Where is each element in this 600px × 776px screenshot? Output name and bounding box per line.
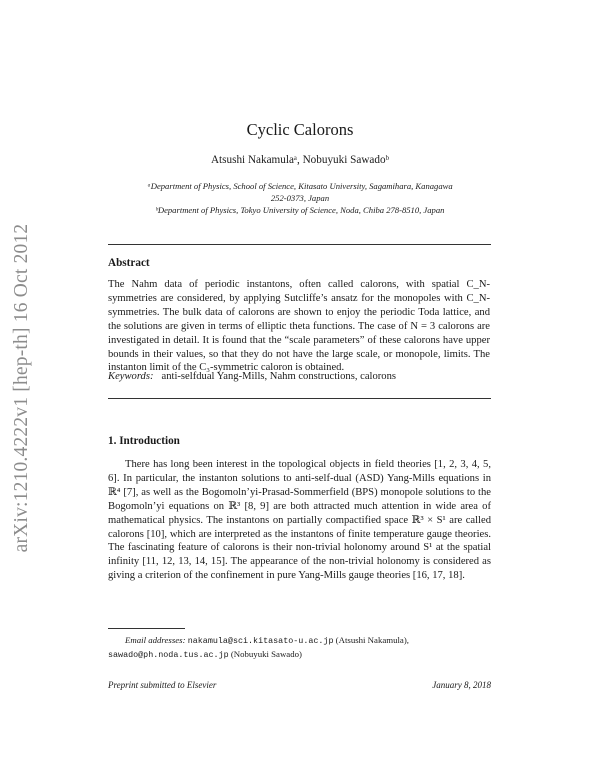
footer-preprint: Preprint submitted to Elsevier bbox=[108, 680, 217, 690]
section-heading: 1. Introduction bbox=[108, 435, 180, 447]
footer-date: January 8, 2018 bbox=[432, 680, 491, 690]
footnote-label: Email addresses: bbox=[125, 635, 186, 645]
keywords-text: anti-selfdual Yang-Mills, Nahm constructions, calorons bbox=[161, 371, 397, 382]
email-link-1[interactable]: nakamula@sci.kitasato-u.ac.jp bbox=[187, 636, 334, 646]
keywords-label: Keywords: bbox=[108, 371, 154, 382]
affiliations bbox=[110, 180, 490, 216]
email-name-1: (Atsushi Nakamula), bbox=[335, 635, 409, 645]
abstract-top-rule bbox=[108, 244, 491, 245]
paper-title: Cyclic Calorons bbox=[246, 120, 354, 139]
abstract-heading: Abstract bbox=[108, 257, 150, 269]
keywords bbox=[108, 371, 490, 382]
arxiv-stamp-text: arXiv:1210.4222v1 [hep-th] 16 Oct 2012 bbox=[11, 223, 32, 553]
author-list: Atsushi Nakamulaᵃ, Nobuyuki Sawadoᵇ bbox=[210, 154, 390, 166]
affiliation-a: ᵃDepartment of Physics, School of Science, Kitasato University, Sagamihara, Kanagawa bbox=[147, 181, 453, 191]
section-text: There has long been interest in the topological objects in field theories [1, 2, 3, 4, 5, 6]. In particular, the instanton solutions to anti-self-dual (ASD) Yang-Mills equations in ℝ⁴ [7], as well as the Bogomoln’yi-Prasad-Sommerfield (BPS) monopole solutions to the Bogomoln’yi equations on ℝ³ [8, 9] are both attracted much attention in wide area of mathematical physics. The instantons on partially compactified space ℝ³ × S¹ are called calorons [10], which are interpreted as the instantons of finite temperature gauge theories. The fascinating feature of calorons is their non-trivial holonomy around S¹ at the spatial infinity [11, 12, 13, 14, 15]. The appearance of the non-trivial holonomy is considered as giving a criterion of the confinement in pure Yang-Mills gauge theories [16, 17, 18]. bbox=[108, 459, 491, 582]
email-link-2[interactable]: sawado@ph.noda.tus.ac.jp bbox=[108, 649, 229, 660]
email-name-2: (Nobuyuki Sawado) bbox=[230, 648, 302, 659]
abstract-text: The Nahm data of periodic instantons, often called calorons, with spatial C_N-symmetries are considered, by applying Sutcliffe’s ansatz for the monopoles with C_N-symmetries. The bulk data of calorons are shown to enjoy the periodic Toda lattice, and the solutions are given in terms of elliptic theta functions. The case of N = 3 calorons are investigated in detail. It is found that the “scale parameters” of these calorons have upper bounds in their values, so that they do not have the large scale, or monopole, limits. The instanton limit of the C₃-symmetric caloron is obtained. bbox=[108, 279, 490, 374]
footnote-rule bbox=[108, 628, 185, 629]
affiliation-a-cont: 252-0373, Japan bbox=[270, 193, 330, 203]
footnote bbox=[108, 634, 491, 661]
abstract-bottom-rule bbox=[108, 398, 491, 399]
affiliation-b: ᵇDepartment of Physics, Tokyo University of Science, Noda, Chiba 278-8510, Japan bbox=[155, 205, 445, 215]
